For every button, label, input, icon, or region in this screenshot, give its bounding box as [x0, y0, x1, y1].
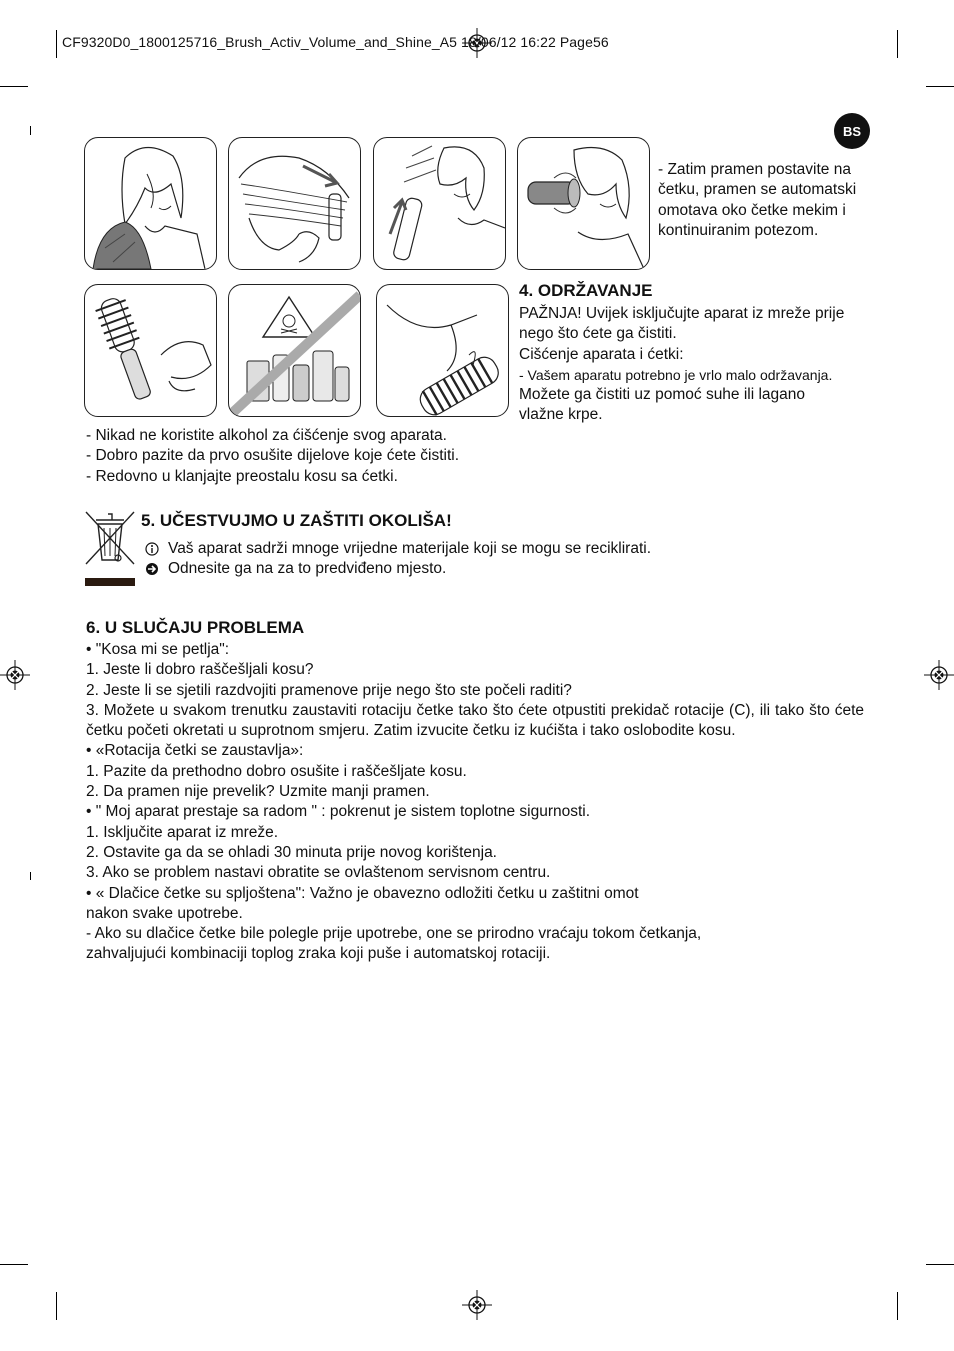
text-line: 3. Možete u svakom trenutku zaustaviti rotaciju četke tako što ćete otpustiti prekidač rotacije (C), ili tako što ćete četku početi okretati u suprotnom smjeru. Zatim izvucite četku iz kućišta i tako oslobodite kosu. [86, 701, 864, 740]
text-line: zahvaljujući kombinaciji toplog zraka koji puše i automatskoj rotaciji. [86, 945, 551, 963]
text-line: - Redovno u klanjajte preostalu kosu sa ćetki. [86, 467, 398, 485]
text-line: četku, pramen se automatski [658, 181, 857, 199]
crop-mark [56, 30, 57, 58]
text-line: 2. Jeste li se sjetili razdvojiti pramenove prije nego što ste počeli raditi? [86, 681, 572, 699]
text-line: - Dobro pazite da prvo osušite dijelove koje ćete čistiti. [86, 447, 460, 465]
crop-mark [897, 30, 898, 58]
step-text [658, 160, 856, 241]
text-line: kontinuiranim potezom. [658, 221, 819, 239]
text-line: - Nikad ne koristite alkohol za ćišćenje svog aparata. [86, 427, 447, 444]
text-line: omotava oko četke mekim i [658, 201, 846, 219]
problems-text [86, 640, 864, 965]
illustration-brush-curl [517, 137, 650, 270]
maintenance-text [519, 304, 844, 426]
text-line: nego što ćete ga čistiti. [519, 325, 677, 343]
text-line: vlažne krpe. [519, 406, 603, 424]
text-line: nakon svake upotrebe. [86, 904, 243, 922]
problems-heading: 6. U SLUČAJU PROBLEMA [86, 618, 305, 637]
text-line: 2. Da pramen nije prevelik? Uzmite manji pramen. [86, 783, 430, 801]
language-badge: BS [834, 113, 870, 149]
environment-text [168, 539, 651, 580]
illustration-woman-towel [84, 137, 217, 270]
text-line: - Ako su dlačice četke bile polegle prije upotrebe, one se prirodno vraćaju tokom četkanja, [86, 925, 702, 943]
registration-mark-icon [0, 660, 30, 690]
text-line: Vaš aparat sadrži mnoge vrijedne materijale koji se mogu se reciklirati. [168, 540, 652, 557]
text-line: • «Rotacija četki se zaustavlja»: [86, 742, 304, 760]
registration-mark-icon [462, 1290, 492, 1320]
text-line: - Vašem aparatu potrebno je vrlo malo održavanja. [519, 366, 833, 383]
crop-mark [897, 1292, 898, 1320]
crossed-bin-icon [84, 508, 136, 588]
crop-mark [56, 1292, 57, 1320]
cleaning-tips [86, 426, 459, 487]
illustration-clean-bristles [376, 284, 509, 417]
text-line: 2. Ostavite ga da se ohladi 30 minuta prije novog korištenja. [86, 843, 497, 861]
text-line: • « Dlačice četke su spljoštena": Važno je obavezno odložiti četku u zaštitni omot [86, 884, 639, 902]
arrow-icon [145, 562, 159, 576]
illustration-no-chemicals [228, 284, 361, 417]
crop-mark [0, 86, 28, 87]
crop-mark [30, 126, 31, 135]
text-line: - Zatim pramen postavite na [658, 161, 851, 178]
crop-mark [926, 1264, 954, 1265]
crop-mark [926, 86, 954, 87]
text-line: • " Moj aparat prestaje sa radom " : pokrenut je sistem toplotne sigurnosti. [86, 803, 591, 821]
illustration-brush-unplug [84, 284, 217, 417]
text-line: 3. Ako se problem nastavi obratite se ovlaštenom servisnom centru. [86, 864, 551, 882]
illustration-comb-hair [228, 137, 361, 270]
print-header: CF9320D0_1800125716_Brush_Activ_Volume_and_Shine_A5 18/06/12 16:22 Page56 [62, 34, 609, 50]
text-line: 1. Pazite da prethodno dobro osušite i raščešljate kosu. [86, 762, 467, 780]
text-line: 1. Jeste li dobro raščešljali kosu? [86, 661, 314, 679]
registration-mark-icon [924, 660, 954, 690]
environment-heading: 5. UČESTVUJMO U ZAŠTITI OKOLIŠA! [141, 511, 452, 530]
maintenance-heading: 4. ODRŽAVANJE [519, 281, 653, 300]
text-line: • "Kosa mi se petlja": [86, 641, 230, 658]
text-line: Odnesite ga na za to predviđeno mjesto. [168, 560, 447, 578]
text-line: PAŽNJA! Uvijek isključujte aparat iz mreže prije [519, 305, 845, 322]
text-line: Možete ga čistiti uz pomoć suhe ili lagano [519, 386, 806, 404]
text-line: 1. Isključite aparat iz mreže. [86, 823, 279, 841]
info-icon [145, 542, 159, 556]
illustration-brush-lift [373, 137, 506, 270]
crop-mark [30, 872, 31, 880]
crop-mark [0, 1264, 28, 1265]
text-line: Cišćenje aparata i ćetki: [519, 345, 684, 363]
